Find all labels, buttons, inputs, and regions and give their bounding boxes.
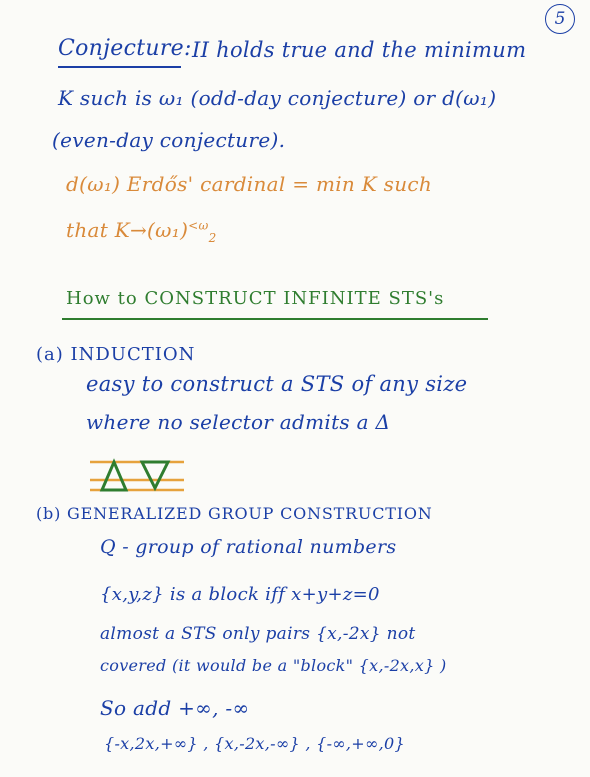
generalized-line-6: {-x,2x,+∞} , {x,-2x,-∞} , {-∞,+∞,0} [104,734,405,753]
induction-line-2: where no selector admits a Δ [86,410,391,434]
conjecture-heading: Conjecture: [58,36,192,61]
conjecture-line-3: (even-day conjecture). [52,128,286,152]
how-to-heading: How to CONSTRUCT INFINITE STS's [66,288,445,309]
triangles-sketch [88,452,188,498]
generalized-line-4: covered (it would be a "block" {x,-2x,x} ) [100,656,447,675]
generalized-line-5: So add +∞, -∞ [100,696,250,720]
page-number: 5 [545,4,575,34]
induction-label: (a) INDUCTION [36,344,196,365]
erdos-line-1: d(ω₁) Erdős' cardinal = min K such [66,172,433,196]
generalized-line-2: {x,y,z} is a block iff x+y+z=0 [100,584,380,605]
generalized-line-3: almost a STS only pairs {x,-2x} not [100,624,416,644]
conjecture-underline [58,66,181,68]
erdos-arrow-notation: that K→(ω₁) [66,218,189,242]
conjecture-line-2: K such is ω₁ (odd-day conjecture) or d(ω₁) [58,86,497,110]
triangle-up-icon [102,462,126,490]
generalized-line-1: Q - group of rational numbers [100,536,397,558]
induction-line-1: easy to construct a STS of any size [86,372,468,396]
triangle-down-icon [142,462,168,488]
how-to-underline [62,318,488,320]
erdos-superscript: <ω [188,218,209,233]
erdos-line-2 [66,218,217,245]
erdos-subscript: 2 [208,231,217,245]
conjecture-line-1: II holds true and the minimum [192,38,527,62]
generalized-label: (b) GENERALIZED GROUP CONSTRUCTION [36,504,433,523]
